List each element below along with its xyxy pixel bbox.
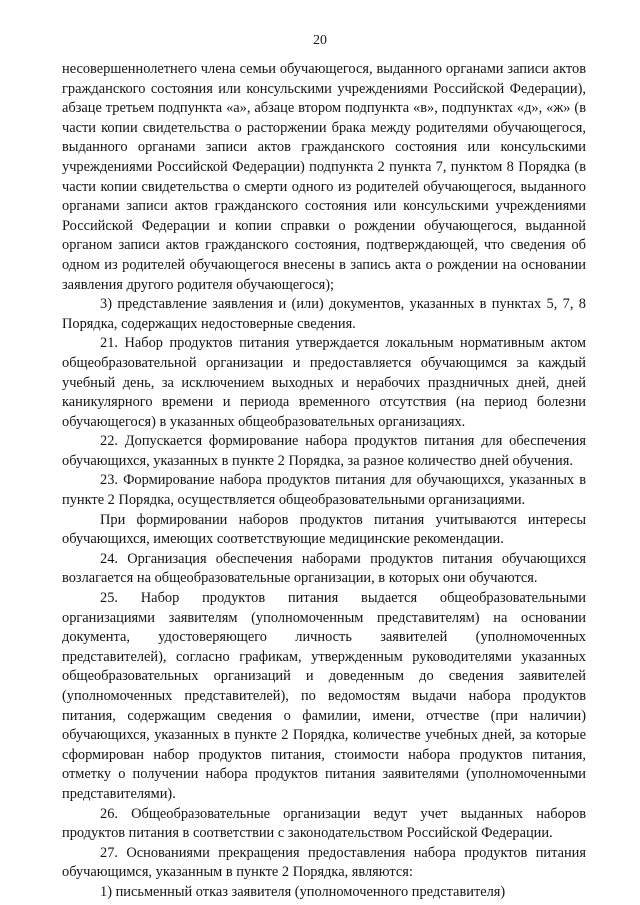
page-number: 20: [313, 33, 327, 48]
paragraph-continuation: несовершеннолетнего члена семьи обучающегося, выданного органами записи актов гражданского состояния или консульскими учреждениями Российской Федерации), абзаце третьем подпункта «а», абзаце втором подпункта «в», подпунктах «д», «ж» (в части копии свидетельства о расторжении брака между родителями обучающегося, выданного органами записи актов гражданского состояния или консульскими учреждениями Российской Федерации) подпункта 2 пункта 7, пунктом 8 Порядка (в части копии свидетельства о смерти одного из родителей обучающегося, выданного органами записи актов гражданского состояния или консульскими учреждениями Российской Федерации и копии справки о рождении обучающегося, выданной органом записи актов гражданского состояния, подтверждающей, что сведения об одном из родителей обучающегося внесены в запись акта о рождении на основании заявления другого родителя обучающегося);: [62, 61, 586, 293]
paragraph-23: 23. Формирование набора продуктов питания для обучающихся, указанных в пункте 2 Порядка, осуществляется общеобразовательными организациями.: [62, 472, 586, 509]
paragraph-25: 25. Набор продуктов питания выдается общеобразовательными организациями заявителям (уполномоченным представителям) на основании документа, удостоверяющего личность заявителей (уполномоченных представителей), согласно графикам, утвержденным руководителями указанных общеобразовательных организаций и доведенным до сведения заявителей (уполномоченных представителей), по ведомостям выдачи набора продуктов питания, содержащим сведения о фамилии, имени, отчестве (при наличии) обучающихся, указанных в пункте 2 Порядка, количестве учебных дней, за которые сформирован набор продуктов питания, стоимости набора продуктов питания, отметку о получении набора продуктов питания заявителями (уполномоченными представителями).: [62, 590, 586, 802]
paragraph-21: 21. Набор продуктов питания утверждается локальным нормативным актом общеобразовательной организации и предоставляется обучающимся за каждый учебный день, за исключением выходных и нерабочих праздничных дней, дней каникулярного времени и периода временного отсутствия (на период болезни обучающегося) в указанных общеобразовательных организациях.: [62, 335, 586, 430]
paragraph-27: 27. Основаниями прекращения предоставления набора продуктов питания обучающимся, указанным в пункте 2 Порядка, являются:: [62, 844, 586, 881]
paragraph-27-item-1: 1) письменный отказ заявителя (уполномоченного представителя): [100, 883, 506, 900]
paragraph-23-note: При формировании наборов продуктов питания учитываются интересы обучающихся, имеющих соответствующие медицинские рекомендации.: [62, 511, 586, 548]
paragraph-item-3: 3) представление заявления и (или) документов, указанных в пунктах 5, 7, 8 Порядка, содержащих недостоверные сведения.: [62, 296, 586, 332]
document-body: [62, 60, 586, 903]
paragraph-24: 24. Организация обеспечения наборами продуктов питания обучающихся возлагается на общеобразовательные организации, в которых они обучаются.: [62, 550, 586, 587]
paragraph-22: 22. Допускается формирование набора продуктов питания для обеспечения обучающихся, указанных в пункте 2 Порядка, за разное количество дней обучения.: [62, 433, 586, 469]
paragraph-26: 26. Общеобразовательные организации ведут учет выданных наборов продуктов питания в соответствии с законодательством Российской Федерации.: [62, 805, 586, 842]
